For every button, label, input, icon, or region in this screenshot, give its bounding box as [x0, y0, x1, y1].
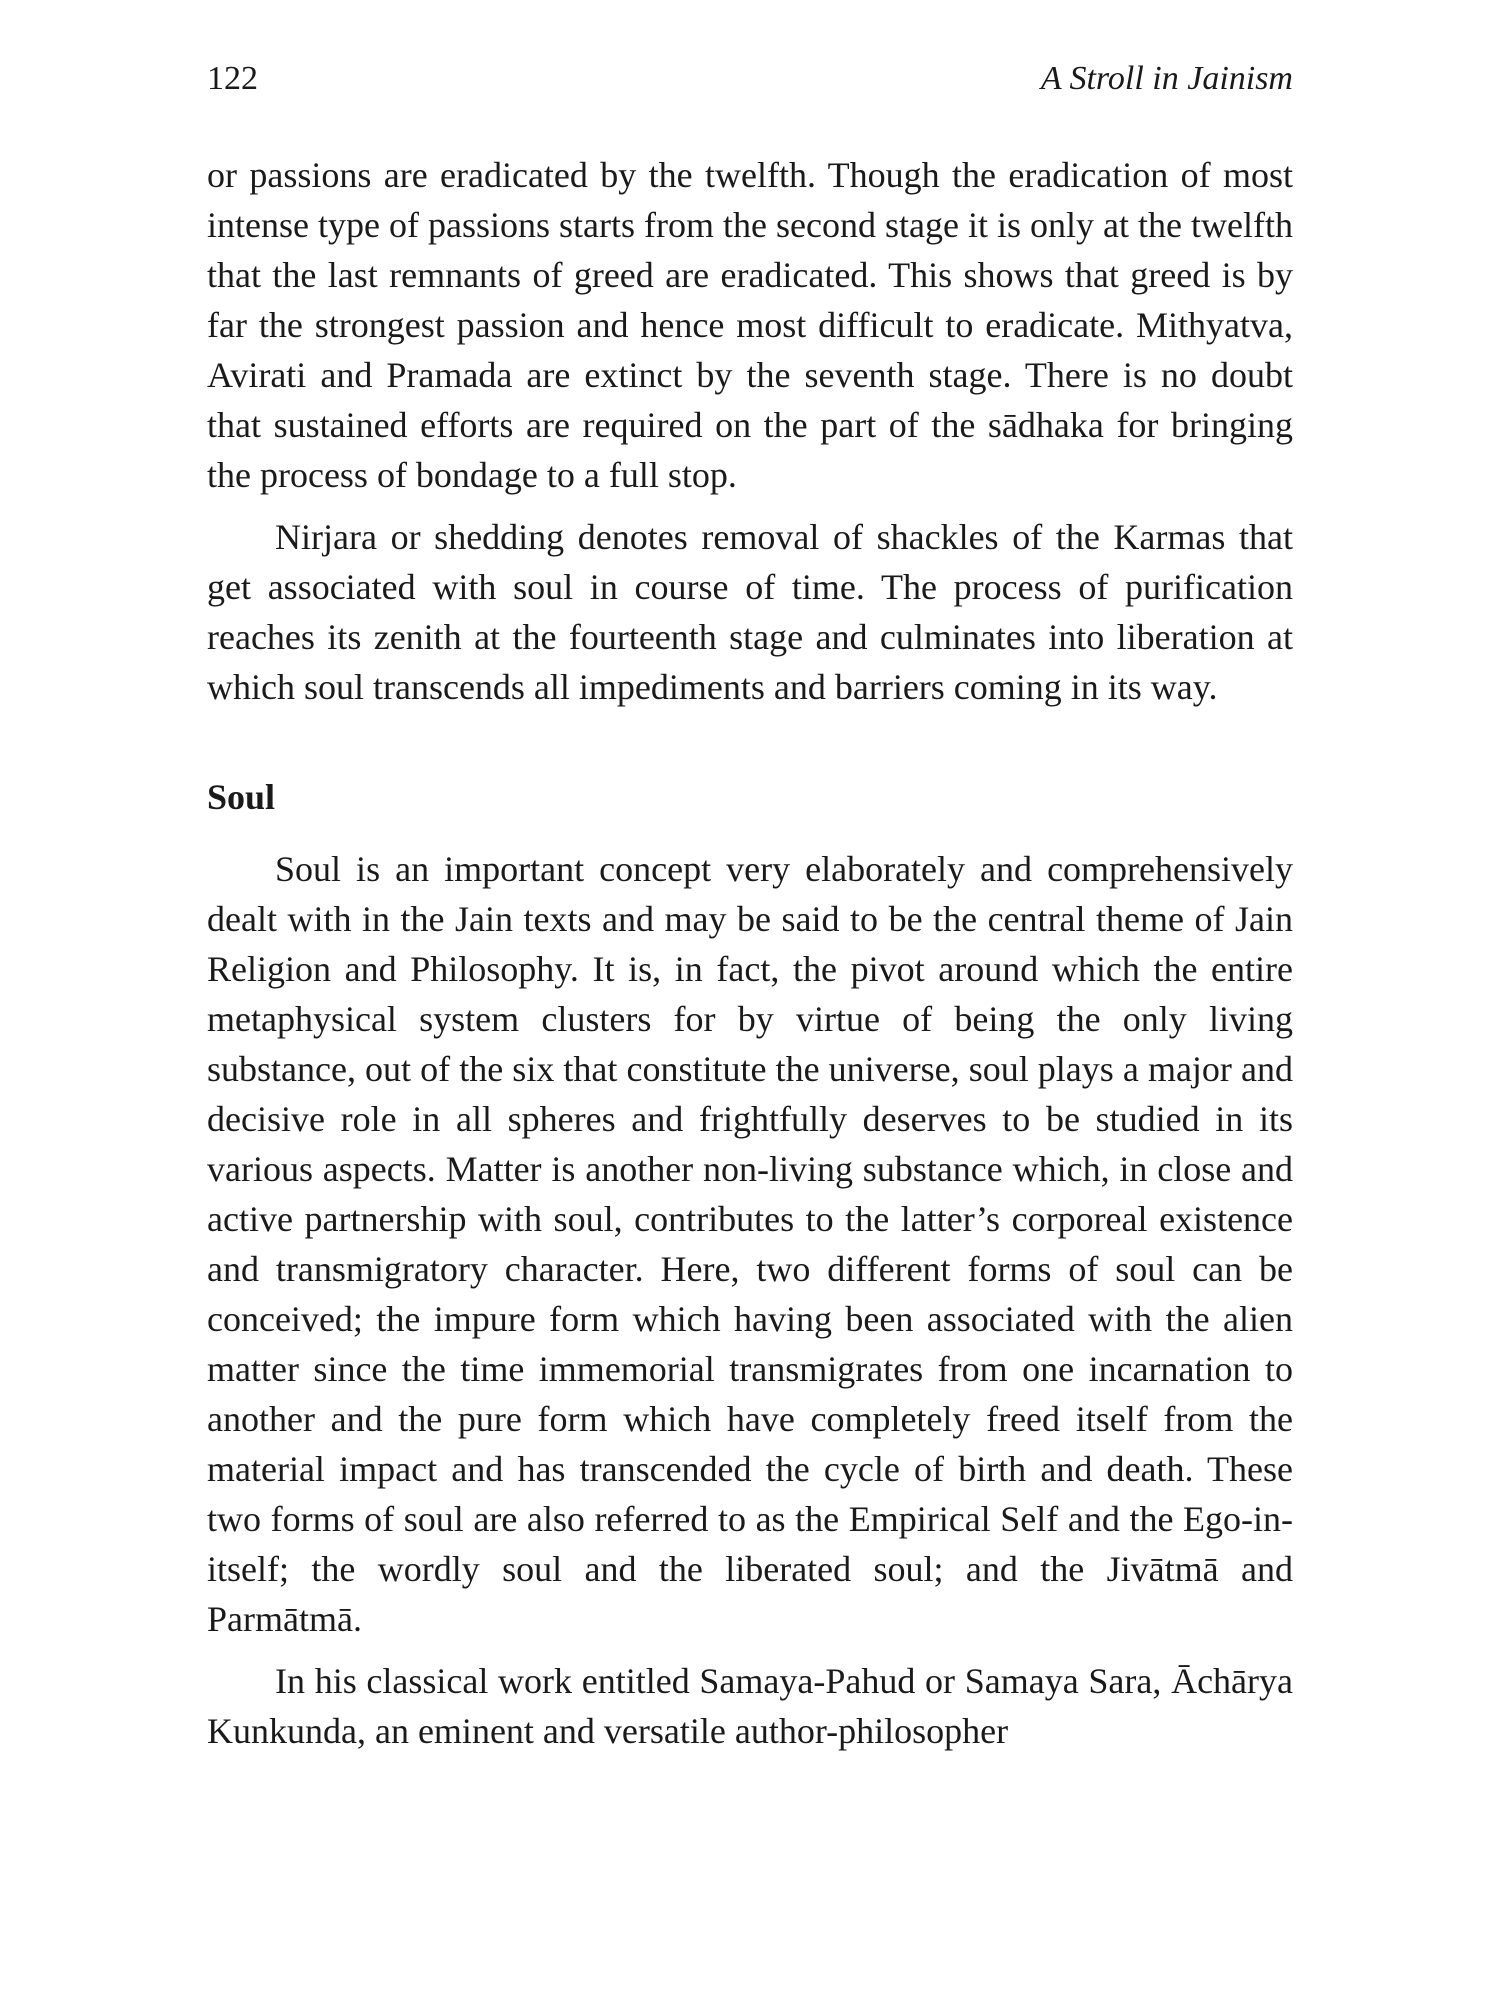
page-number: 122 — [207, 60, 258, 97]
page-body — [207, 150, 1293, 1756]
section-heading-soul: Soul — [207, 777, 276, 817]
paragraph-samaya-sara: In his classical work entitled Samaya-Pahud or Samaya Sara, Āchārya Kunkunda, an eminent and versatile author-philosopher — [207, 1661, 1293, 1751]
running-title: A Stroll in Jainism — [1040, 60, 1293, 97]
page-header — [207, 60, 1293, 110]
paragraph-nirjara: Nirjara or shedding denotes removal of shackles of the Karmas that get associated with soul in course of time. The process of purification reaches its zenith at the fourteenth stage and culminates into liberation at which soul transcends all impediments and barriers coming in its way. — [207, 517, 1293, 707]
paragraph-soul-concept: Soul is an important concept very elaborately and comprehensively dealt with in the Jain texts and may be said to be the central theme of Jain Religion and Philosophy. It is, in fact, the pivot around which the entire metaphysical system clusters for by virtue of being the only living substance, out of the six that constitute the universe, soul plays a major and decisive role in all spheres and frightfully deserves to be studied in its various aspects. Matter is another non-living substance which, in close and active partnership with soul, contributes to the latter’s corporeal existence and transmigratory character. Here, two different forms of soul can be conceived; the impure form which having been associated with the alien matter since the time immemorial transmigrates from one incarnation to another and the pure form which have completely freed itself from the material impact and has transcended the cycle of birth and death. These two forms of soul are also referred to as the Empirical Self and the Ego-in-itself; the wordly soul and the liberated soul; and the Jivātmā and Parmātmā. — [207, 849, 1293, 1639]
paragraph-continued: or passions are eradicated by the twelfth. Though the eradication of most intense type of passions starts from the second stage it is only at the twelfth that the last remnants of greed are eradicated. This shows that greed is by far the strongest passion and hence most difficult to eradicate. Mithyatva, Avirati and Pramada are extinct by the seventh stage. There is no doubt that sustained efforts are required on the part of the sādhaka for bringing the process of bondage to a full stop. — [207, 155, 1293, 495]
